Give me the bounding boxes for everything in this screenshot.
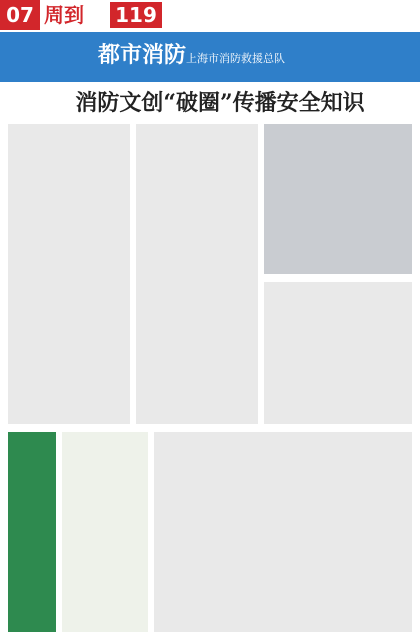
- event-photo: [264, 124, 412, 274]
- side-feature-strip: [8, 432, 56, 632]
- page-number: 07: [0, 0, 40, 30]
- bottom-article-block: [154, 432, 412, 632]
- side-feature-panel: [62, 432, 148, 632]
- article-column-middle: [136, 124, 258, 424]
- article-column-right: [264, 282, 412, 424]
- banner-subtitle: 上海市消防救援总队: [186, 52, 285, 65]
- banner-title: 都市消防: [98, 42, 187, 68]
- emergency-number-badge: 119: [110, 2, 162, 28]
- article-column-left: [8, 124, 130, 424]
- section-title: 周到: [44, 3, 84, 27]
- masthead: [0, 0, 420, 30]
- page-headline: 消防文创“破圈”传播安全知识: [75, 90, 365, 116]
- section-banner: [0, 32, 420, 82]
